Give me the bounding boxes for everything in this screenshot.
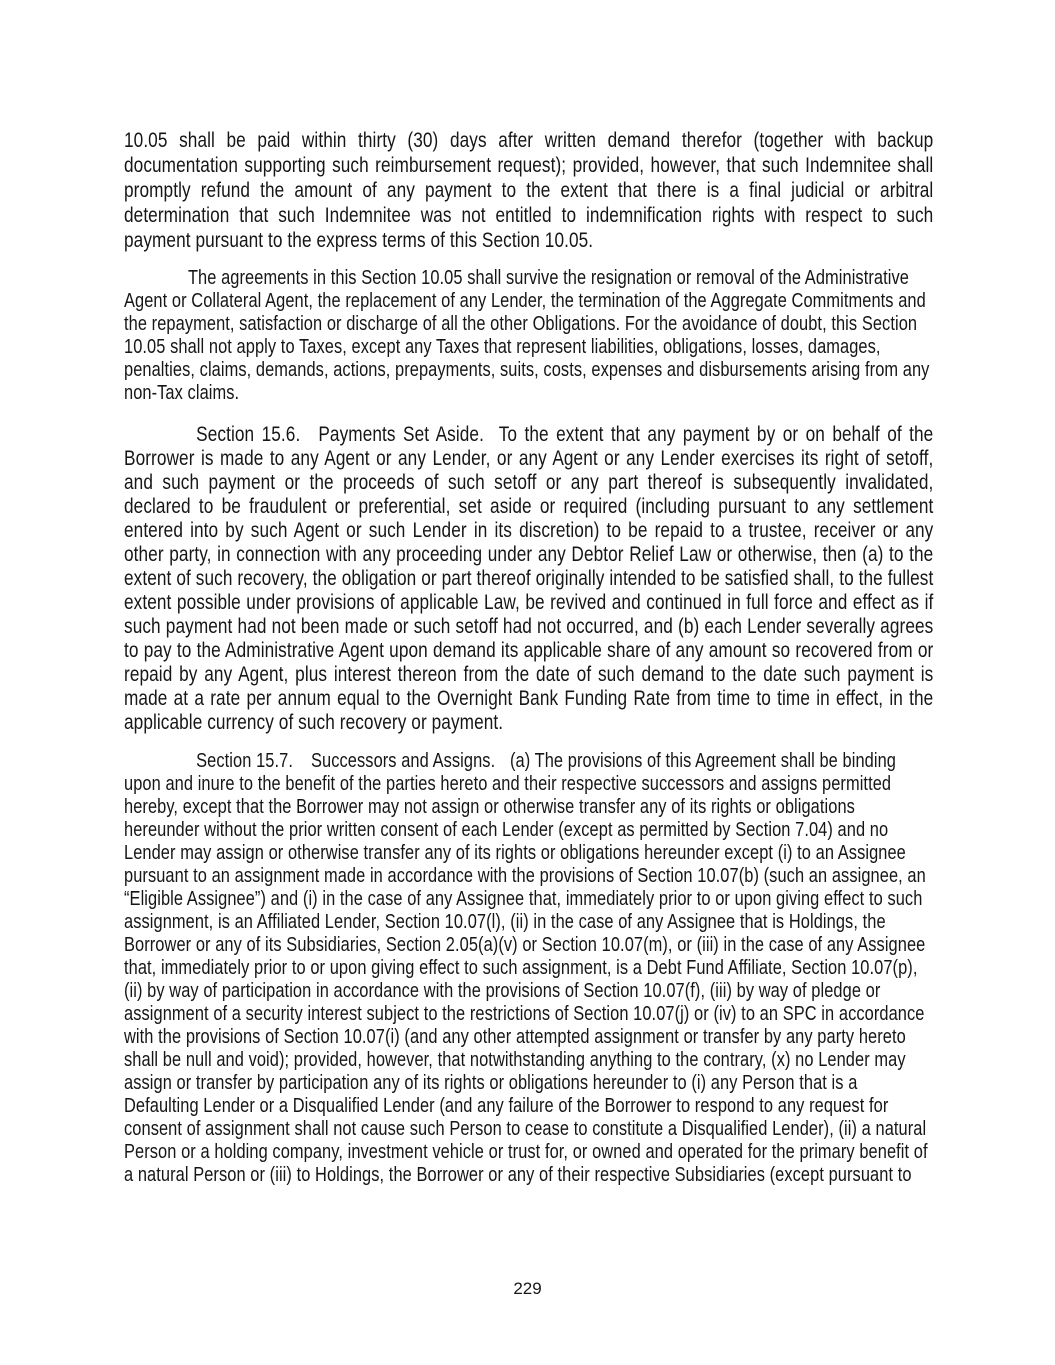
section-15-6-paragraph [124,423,933,735]
page-number: 229 [513,1279,542,1298]
section-15-7-label: Section 15.7. [196,750,293,772]
paragraph-survival-of-agreements: The agreements in this Section 10.05 shall survive the resignation or removal of the Administrative Agent or Collateral Agent, the replacement of any Lender, the termination of the Aggregate Commitments and the repayment, satisfaction or discharge of all the other Obligations. For the avoidance of doubt, this Section 10.05 shall not apply to Taxes, except any Taxes that represent liabilities, obligations, losses, damages, penalties, claims, demands, actions, prepayments, suits, costs, expenses and disbursements arising from any non-Tax claims. [124,267,930,404]
section-15-7-body: (a) The provisions of this Agreement shall be binding upon and inure to the benefit of the parties hereto and their respective successors and assigns permitted hereby, except that the Borrower may not assign or otherwise transfer any of its rights or obligations hereunder without the prior written consent of each Lender (except as permitted by Section 7.04) and no Lender may assign or otherwise transfer any of its rights or obligations hereunder except (i) to an Assignee pursuant to an assignment made in accordance with the provisions of Section 10.07(b) (such an assignee, an “Eligible Assignee”) and (i) in the case of any Assignee that, immediately prior to or upon giving effect to such assignment, is an Affiliated Lender, Section 10.07(l), (ii) in the case of any Assignee that is Holdings, the Borrower or any of its Subsidiaries, Section 2.05(a)(v) or Section 10.07(m), or (iii) in the case of any Assignee that, immediately prior to or upon giving effect to such assignment, is a Debt Fund Affiliate, Section 10.07(p), (ii) by way of participation in accordance with the provisions of Section 10.07(f), (iii) by way of pledge or assignment of a security interest subject to the restrictions of Section 10.07(j) or (iv) to an SPC in accordance with the provisions of Section 10.07(i) (and any other attempted assignment or transfer by any party hereto shall be null and void); provided, however, that notwithstanding anything to the contrary, (x) no Lender may assign or transfer by participation any of its rights or obligations hereunder to (i) any Person that is a Defaulting Lender or a Disqualified Lender (and any failure of the Borrower to respond to any request for consent of assignment shall not cause such Person to cease to constitute a Disqualified Lender), (ii) a natural Person or a holding company, investment vehicle or trust for, or owned and operated for the primary benefit of a natural Person or (iii) to Holdings, the Borrower or any of their respective Subsidiaries (except pursuant to [124,750,928,1186]
paragraph-indemnity-continuation: 10.05 shall be paid within thirty (30) days after written demand therefor (together with backup documentation supporting such reimbursement request); provided, however, that such Indemnitee shall promptly refund the amount of any payment to the extent that there is a final judicial or arbitral determination that such Indemnitee was not entitled to indemnification rights with respect to such payment pursuant to the express terms of this Section 10.05. [124,129,934,252]
section-15-7-title: Successors and Assigns. [311,750,496,772]
section-15-7-paragraph [124,750,933,1187]
section-15-6-label: Section 15.6. [196,423,301,446]
page-body [124,128,933,1187]
section-15-6-body: To the extent that any payment by or on behalf of the Borrower is made to any Agent or any Lender, or any Agent or any Lender exercises its right of setoff, and such payment or the proceeds of such setoff or any part thereof is subsequently invalidated, declared to be fraudulent or preferential, set aside or required (including pursuant to any settlement entered into by such Agent or such Lender in its discretion) to be repaid to a trustee, receiver or any other party, in connection with any proceeding under any Debtor Relief Law or otherwise, then (a) to the extent of such recovery, the obligation or part thereof originally intended to be satisfied shall, to the fullest extent possible under provisions of applicable Law, be revived and continued in full force and effect as if such payment had not been made or such setoff had not occurred, and (b) each Lender severally agrees to pay to the Administrative Agent upon demand its applicable share of any amount so recovered from or repaid by any Agent, plus interest thereon from the date of such demand to the date such payment is made at a rate per annum equal to the Overnight Bank Funding Rate from time to time in effect, in the applicable currency of such recovery or payment. [124,423,934,734]
section-15-6-title: Payments Set Aside. [318,423,484,446]
